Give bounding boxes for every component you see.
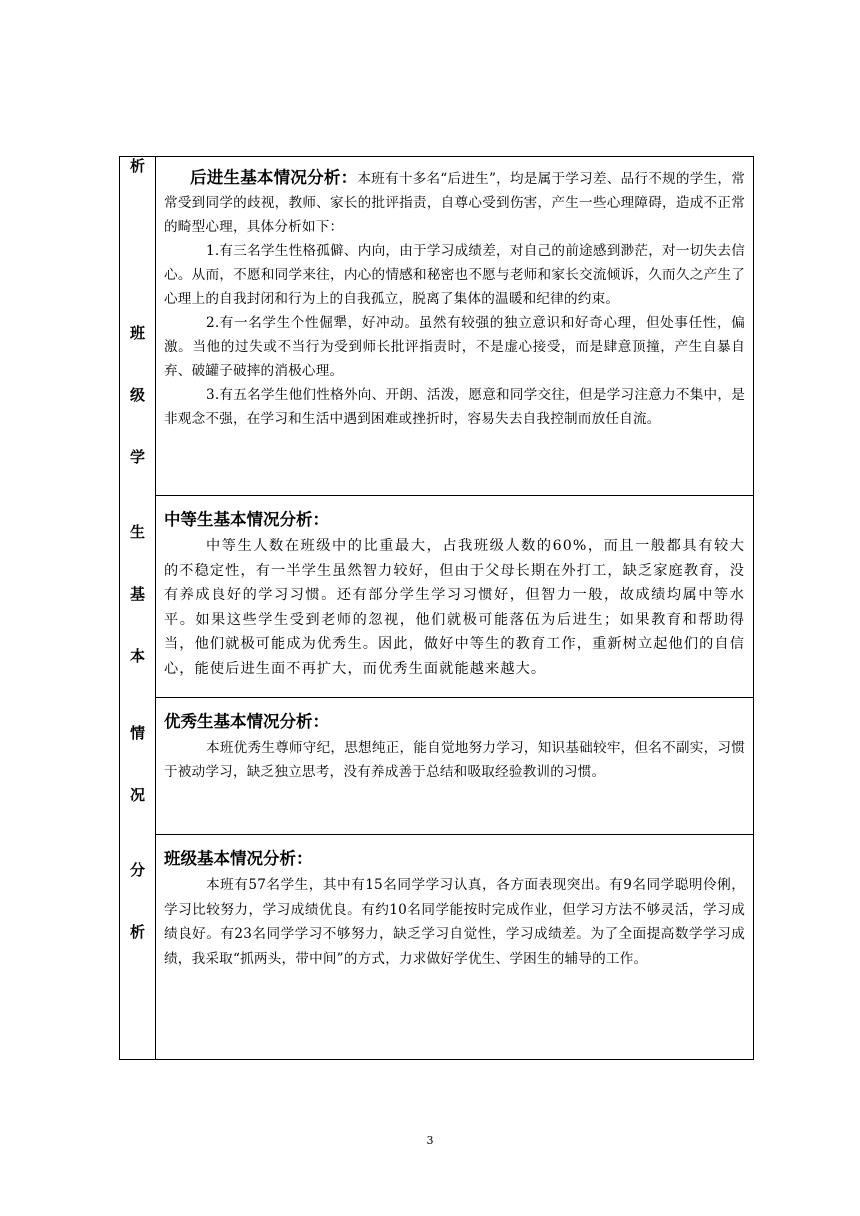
sidebar-char: 本 [129,647,145,665]
middle-body: 中等生人数在班级中的比重最大，占我班级人数的60%，而且一般都具有较大的不稳定性，有一半学生虽然智力较好，但由于父母长期在外打工，缺乏家庭教育，没有养成良好的学习习惯。还有部分学生学习习惯好，但智力一般，故成绩均属中等水平。如果这些学生受到老师的忽视，他们就极可能落伍为后进生；如果教育和帮助得当，他们就极可能成为优秀生。因此，做好中等生的教育工作，重新树立起他们的自信心，能使后进生面不再扩大，而优秀生面就能越来越大。 [164,538,745,677]
sidebar-char: 班 [129,324,145,342]
excellent-section [156,698,753,835]
sidebar-char: 学 [129,448,145,466]
page-number: 3 [426,1134,434,1147]
sidebar-char: 析 [129,923,145,941]
sidebar-char: 级 [129,386,145,404]
excellent-body: 本班优秀生尊师守纪，思想纯正，能自觉地努力学习，知识基础较牢，但名不副实，习惯于被动学习，缺乏独立思考，没有养成善于总结和吸取经验教训的习惯。 [164,740,745,780]
sidebar-column [120,157,156,1059]
analysis-table [119,156,754,1060]
middle-section [156,496,753,698]
sidebar-char: 情 [129,724,145,742]
laggard-intro [164,166,745,239]
laggard-point-2: 2.有一名学生个性倔犟，好冲动。虽然有较强的独立意识和好奇心理，但处事任性，偏激。当他的过失或不当行为受到师长批评指责时，不是虚心接受，而是肆意顶撞，产生自暴自弃、破罐子破摔的消极心理。 [164,315,745,379]
laggard-intro-text: 本班有十多名“后进生”，均是属于学习差、品行不规的学生，常常受到同学的歧视，教师、家长的批评指责，自尊心受到伤害，产生一些心理障碍，造成不正常的畸型心理，具体分析如下： [164,171,746,235]
excellent-title: 优秀生基本情况分析： [164,712,329,731]
middle-title: 中等生基本情况分析： [164,510,329,529]
sidebar-char: 生 [129,523,145,541]
class-body: 本班有57名学生，其中有15名同学学习认真，各方面表现突出。有9名同学聪明伶俐，学习比较努力，学习成绩优良。有约10名同学能按时完成作业，但学习方法不够灵活，学习成绩良好。有23名同学学习不够努力，缺乏学习自觉性，学习成绩差。为了全面提高数学学习成绩，我采取“抓两头，带中间”的方式，力求做好学优生、学困生的辅导的工作。 [164,877,745,967]
laggard-section [156,157,753,496]
sidebar-char: 基 [129,585,145,603]
laggard-title: 后进生基本情况分析： [190,168,358,187]
sidebar-char: 分 [129,861,145,879]
sidebar-char: 析 [129,157,145,175]
class-section [156,835,753,1061]
sidebar-char: 况 [129,786,145,804]
laggard-point-3: 3.有五名学生他们性格外向、开朗、活泼，愿意和同学交往，但是学习注意力不集中，是非观念不强，在学习和生活中遇到困难或挫折时，容易失去自我控制而放任自流。 [164,387,745,427]
class-title: 班级基本情况分析： [164,849,313,868]
laggard-point-1: 1.有三名学生性格孤僻、内向，由于学习成绩差，对自己的前途感到渺茫，对一切失去信心。从而，不愿和同学来往，内心的情感和秘密也不愿与老师和家长交流倾诉，久而久之产生了心理上的自我封闭和行为上的自我孤立，脱离了集体的温暖和纪律的约束。 [164,243,745,307]
